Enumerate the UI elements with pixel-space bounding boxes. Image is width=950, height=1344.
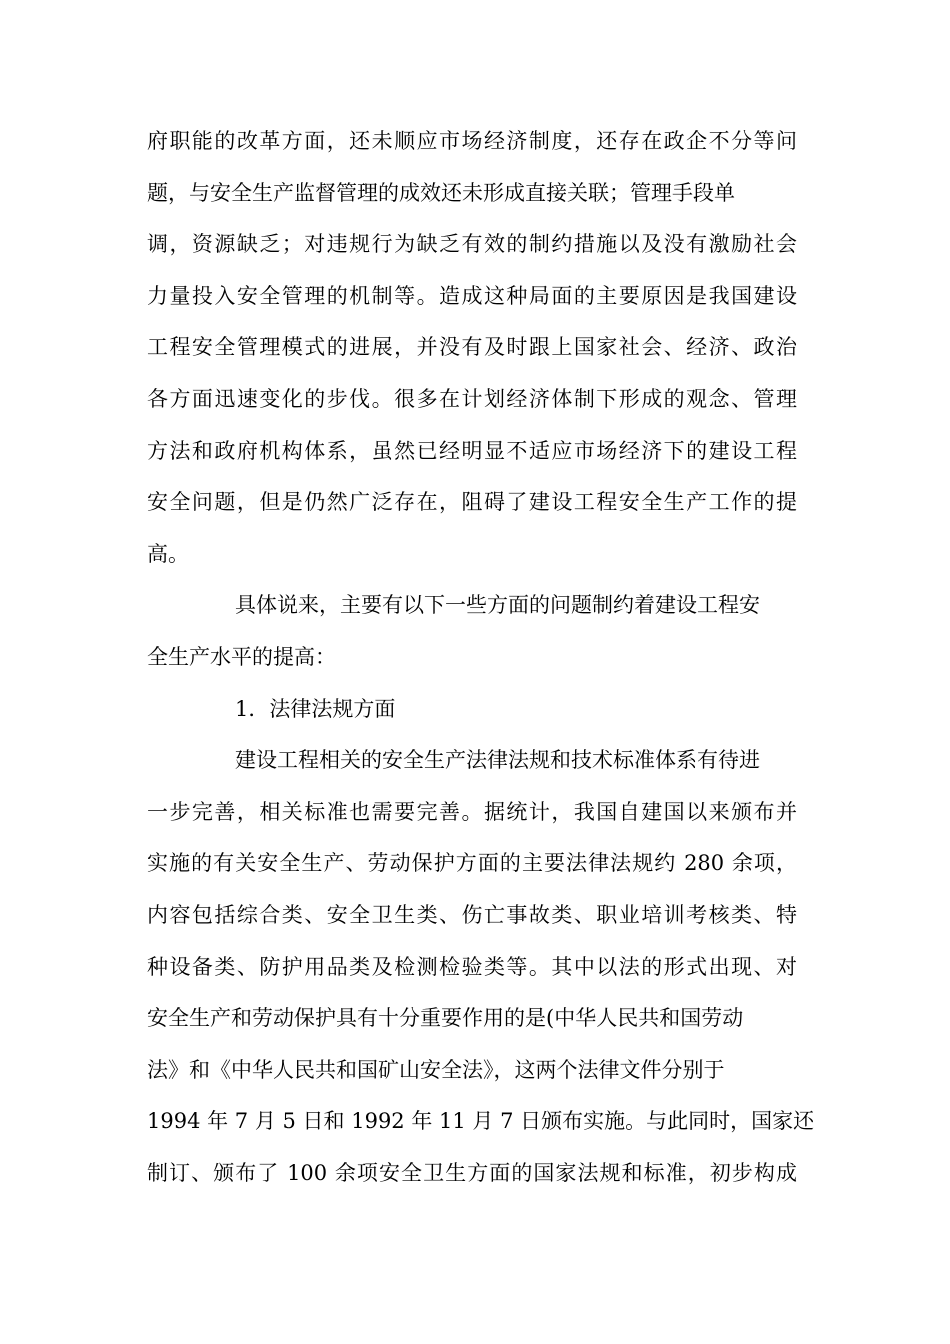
text-line: 各方面迅速变化的步伐。很多在计划经济体制下形成的观念、管理 xyxy=(147,386,797,411)
text-line: 制订、颁布了 100 余项安全卫生方面的国家法规和标准，初步构成 xyxy=(147,1160,797,1185)
text-line: 安全问题，但是仍然广泛存在，阻碍了建设工程安全生产工作的提 xyxy=(147,490,797,515)
text-line: 工程安全管理模式的进展，并没有及时跟上国家社会、经济、政治 xyxy=(147,335,797,360)
text-line: 全生产水平的提高： xyxy=(147,644,336,669)
text-line: 府职能的改革方面，还未顺应市场经济制度，还存在政企不分等问 xyxy=(147,129,797,153)
section-heading: 1．法律法规方面 xyxy=(235,696,396,721)
text-line: 1994 年 7 月 5 日和 1992 年 11 月 7 日颁布实施。与此同时，国家还 xyxy=(147,1109,815,1134)
text-line: 题，与安全生产监督管理的成效还未形成直接关联；管理手段单 xyxy=(147,180,735,205)
text-line: 安全生产和劳动保护具有十分重要作用的是(中华人民共和国劳动 xyxy=(147,1006,744,1031)
text-line: 一步完善，相关标准也需要完善。据统计，我国自建国以来颁布并 xyxy=(147,799,797,824)
body-text xyxy=(147,116,815,1199)
paragraph-first-line: 建设工程相关的安全生产法律法规和技术标准体系有待进 xyxy=(235,748,760,773)
text-line: 法》和《中华人民共和国矿山安全法》，这两个法律文件分别于 xyxy=(147,1057,725,1082)
text-line: 实施的有关安全生产、劳动保护方面的主要法律法规约 280 余项， xyxy=(147,851,797,876)
paragraph-first-line: 具体说来，主要有以下一些方面的问题制约着建设工程安 xyxy=(235,593,760,618)
text-line: 方法和政府机构体系，虽然已经明显不适应市场经济下的建设工程 xyxy=(147,438,797,463)
text-line: 内容包括综合类、安全卫生类、伤亡事故类、职业培训考核类、特 xyxy=(147,902,797,927)
text-line: 力量投入安全管理的机制等。造成这种局面的主要原因是我国建设 xyxy=(147,283,797,308)
text-line: 调，资源缺乏；对违规行为缺乏有效的制约措施以及没有激励社会 xyxy=(147,232,797,257)
text-line: 高。 xyxy=(147,541,189,566)
text-line: 种设备类、防护用品类及检测检验类等。其中以法的形式出现、对 xyxy=(147,954,797,979)
